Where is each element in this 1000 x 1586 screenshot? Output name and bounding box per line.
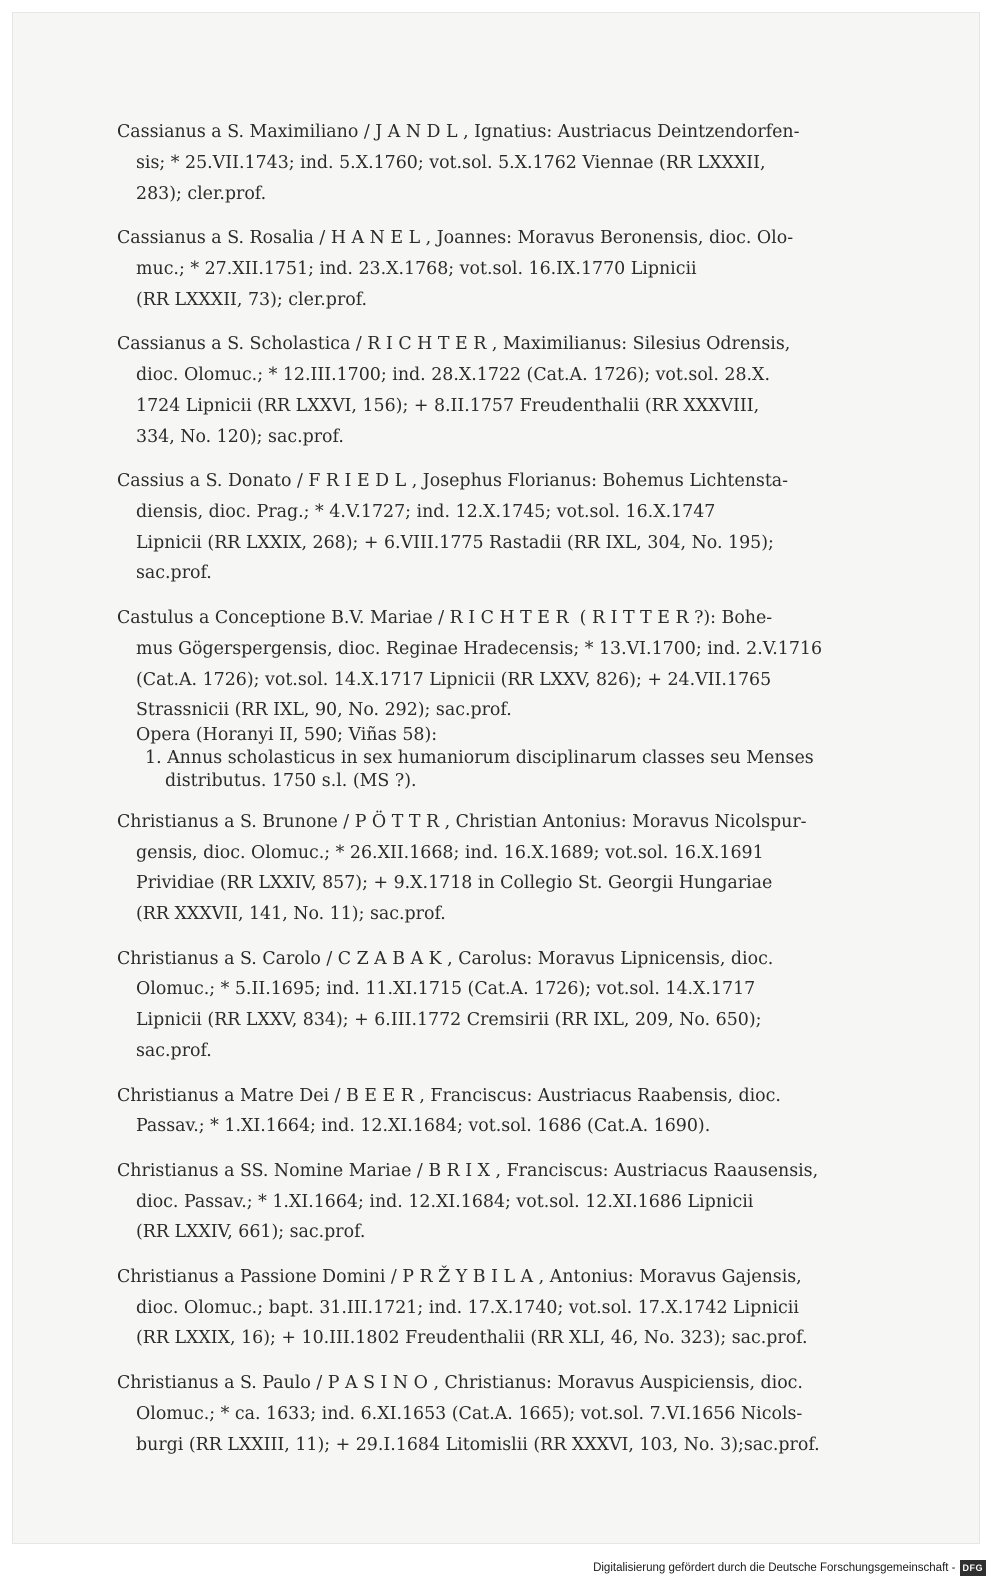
- opera-item-continuation: distributus. 1750 s.l. (MS ?).: [165, 771, 417, 792]
- entry-line: Christianus a Matre Dei / B E E R , Franciscus: Austriacus Raabensis, dioc.: [117, 1085, 781, 1106]
- entry-cassius-donato: [117, 466, 947, 589]
- entry-line: (RR LXXXII, 73); cler.prof.: [136, 289, 368, 310]
- entry-christianus-paulo: [117, 1368, 947, 1460]
- entry-line: Strassnicii (RR IXL, 90, No. 292); sac.prof.: [136, 700, 512, 721]
- entry-line: Christianus a SS. Nomine Mariae / B R I X , Franciscus: Austriacus Raausensis,: [117, 1160, 819, 1181]
- entry-list: [117, 117, 947, 1474]
- digitization-footer: [593, 1558, 986, 1578]
- opera-heading: Opera (Horanyi II, 590; Viñas 58):: [136, 725, 438, 746]
- entry-castulus-conceptione: [117, 603, 947, 793]
- entry-line: Passav.; * 1.XI.1664; ind. 12.XI.1684; vot.sol. 1686 (Cat.A. 1690).: [136, 1116, 711, 1137]
- entry-line: dioc. Olomuc.; bapt. 31.III.1721; ind. 17.X.1740; vot.sol. 17.X.1742 Lipnicii: [136, 1297, 799, 1318]
- opera-item: 1. Annus scholasticus in sex humaniorum disciplinarum classes seu Menses: [145, 748, 814, 769]
- entry-line: Christianus a S. Paulo / P A S I N O , Christianus: Moravus Auspiciensis, dioc.: [117, 1372, 803, 1393]
- entry-line: Christianus a S. Brunone / P Ö T T R , Christian Antonius: Moravus Nicolspur-: [117, 811, 807, 832]
- entry-line: Castulus a Conceptione B.V. Mariae / R I C H T E R ( R I T T E R ?): Bohe-: [117, 607, 773, 628]
- entry-christianus-carolo: [117, 944, 947, 1067]
- entry-line: Cassius a S. Donato / F R I E D L , Josephus Florianus: Bohemus Lichtensta-: [117, 471, 789, 492]
- entry-line: Cassianus a S. Rosalia / H A N E L , Joannes: Moravus Beronensis, dioc. Olo-: [117, 228, 794, 249]
- entry-line: Christianus a Passione Domini / P R Ž Y B I L A , Antonius: Moravus Gajensis,: [117, 1266, 802, 1287]
- entry-line: Olomuc.; * ca. 1633; ind. 6.XI.1653 (Cat.A. 1665); vot.sol. 7.VI.1656 Nicols-: [136, 1403, 803, 1424]
- scanned-page: [12, 12, 980, 1544]
- entry-line: Lipnicii (RR LXXV, 834); + 6.III.1772 Cremsirii (RR IXL, 209, No. 650);: [136, 1010, 762, 1031]
- entry-line: 283); cler.prof.: [136, 183, 267, 204]
- entry-christianus-brunone: [117, 807, 947, 930]
- entry-line: sac.prof.: [136, 1041, 212, 1062]
- opera-block: [117, 724, 947, 793]
- entry-line: mus Gögerspergensis, dioc. Reginae Hradecensis; * 13.VI.1700; ind. 2.V.1716: [136, 638, 823, 659]
- entry-line: dioc. Passav.; * 1.XI.1664; ind. 12.XI.1684; vot.sol. 12.XI.1686 Lipnicii: [136, 1191, 754, 1212]
- entry-christianus-nomine-mariae: [117, 1156, 947, 1248]
- entry-line: (RR LXXIV, 661); sac.prof.: [136, 1222, 366, 1243]
- entry-line: diensis, dioc. Prag.; * 4.V.1727; ind. 12.X.1745; vot.sol. 16.X.1747: [136, 501, 716, 522]
- entry-line: (Cat.A. 1726); vot.sol. 14.X.1717 Lipnicii (RR LXXV, 826); + 24.VII.1765: [136, 669, 772, 690]
- entry-line: muc.; * 27.XII.1751; ind. 23.X.1768; vot.sol. 16.IX.1770 Lipnicii: [136, 258, 697, 279]
- entry-line: dioc. Olomuc.; * 12.III.1700; ind. 28.X.1722 (Cat.A. 1726); vot.sol. 28.X.: [136, 364, 770, 385]
- entry-line: burgi (RR LXXIII, 11); + 29.I.1684 Litomislii (RR XXXVI, 103, No. 3);sac.prof.: [136, 1434, 820, 1455]
- entry-line: (RR LXXIX, 16); + 10.III.1802 Freudenthalii (RR XLI, 46, No. 323); sac.prof.: [136, 1328, 808, 1349]
- entry-line: Christianus a S. Carolo / C Z A B A K , Carolus: Moravus Lipnicensis, dioc.: [117, 948, 774, 969]
- entry-line: Prividiae (RR LXXIV, 857); + 9.X.1718 in Collegio St. Georgii Hungariae: [136, 873, 773, 894]
- entry-cassianus-maximiliano: [117, 117, 947, 209]
- entry-line: (RR XXXVII, 141, No. 11); sac.prof.: [136, 904, 446, 925]
- entry-line: sis; * 25.VII.1743; ind. 5.X.1760; vot.sol. 5.X.1762 Viennae (RR LXXXII,: [136, 152, 766, 173]
- entry-line: 334, No. 120); sac.prof.: [136, 426, 344, 447]
- entry-line: Olomuc.; * 5.II.1695; ind. 11.XI.1715 (Cat.A. 1726); vot.sol. 14.X.1717: [136, 979, 756, 1000]
- entry-line: Cassianus a S. Scholastica / R I C H T E R , Maximilianus: Silesius Odrensis,: [117, 334, 791, 355]
- entry-line: gensis, dioc. Olomuc.; * 26.XII.1668; ind. 16.X.1689; vot.sol. 16.X.1691: [136, 842, 764, 863]
- entry-christianus-passione-domini: [117, 1262, 947, 1354]
- entry-line: 1724 Lipnicii (RR LXXVI, 156); + 8.II.1757 Freudenthalii (RR XXXVIII,: [136, 395, 760, 416]
- entry-christianus-matre-dei: [117, 1081, 947, 1143]
- entry-line: sac.prof.: [136, 563, 212, 584]
- entry-cassianus-rosalia: [117, 223, 947, 315]
- entry-cassianus-scholastica: [117, 329, 947, 452]
- entry-line: Lipnicii (RR LXXIX, 268); + 6.VIII.1775 Rastadii (RR IXL, 304, No. 195);: [136, 532, 774, 553]
- entry-line: Cassianus a S. Maximiliano / J A N D L , Ignatius: Austriacus Deintzendorfen-: [117, 122, 800, 142]
- funding-notice: Digitalisierung gefördert durch die Deutsche Forschungsgemeinschaft -: [593, 1562, 956, 1574]
- dfg-logo: DFG: [960, 1560, 987, 1576]
